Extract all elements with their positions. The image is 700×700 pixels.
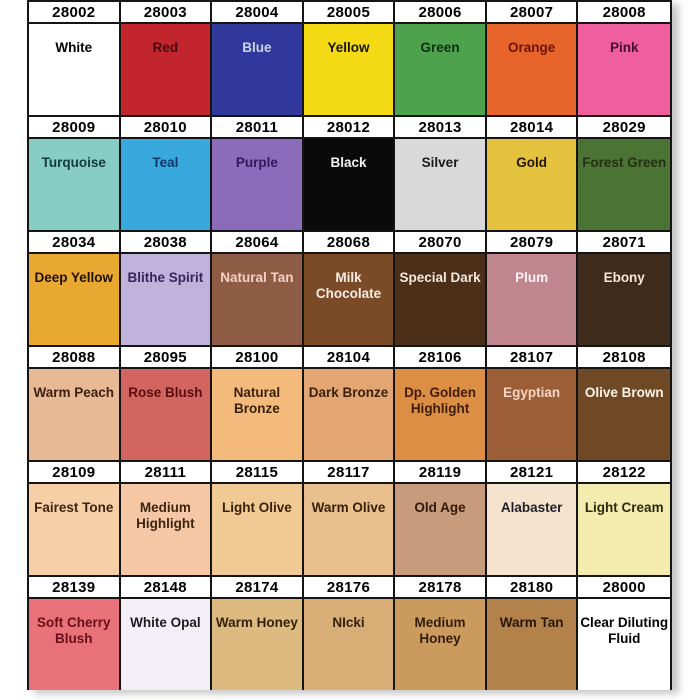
color-swatch-28174 (212, 599, 304, 690)
color-name: Medium Highlight (136, 500, 195, 531)
color-name: White (55, 40, 93, 55)
color-swatch-28071 (578, 254, 670, 345)
color-code-28148: 28148 (121, 575, 213, 599)
color-name: Milk Chocolate (315, 270, 382, 301)
color-name: Silver (421, 155, 459, 170)
color-name: White Opal (130, 615, 201, 630)
color-swatch-28079 (487, 254, 579, 345)
color-name: Teal (152, 155, 179, 170)
color-name: Dp. Golden Highlight (404, 385, 477, 416)
chart-row-group (29, 230, 670, 345)
color-swatch-28012 (304, 139, 396, 230)
chart-row-group (29, 575, 670, 690)
color-code-row (29, 345, 670, 369)
chart-row-group (29, 115, 670, 230)
color-name: Old Age (414, 500, 466, 515)
color-name: Medium Honey (414, 615, 466, 646)
color-swatch-28004 (212, 24, 304, 115)
color-name: Blue (242, 40, 272, 55)
color-name: Orange (508, 40, 556, 55)
color-swatch-28068 (304, 254, 396, 345)
color-name: Light Cream (584, 500, 664, 515)
color-code-28011: 28011 (212, 115, 304, 139)
chart-row-group (29, 345, 670, 460)
color-name: Ebony (603, 270, 645, 285)
color-name: Natural Bronze (233, 385, 281, 416)
color-code-28010: 28010 (121, 115, 213, 139)
color-swatch-28095 (121, 369, 213, 460)
color-name: Deep Yellow (34, 270, 114, 285)
color-name: Warm Peach (33, 385, 115, 400)
color-swatch-28064 (212, 254, 304, 345)
color-code-28121: 28121 (487, 460, 579, 484)
color-swatch-28002 (29, 24, 121, 115)
color-code-28100: 28100 (212, 345, 304, 369)
color-swatch-28010 (121, 139, 213, 230)
color-chart (27, 0, 672, 690)
color-swatch-28106 (395, 369, 487, 460)
color-code-row (29, 0, 670, 24)
color-swatch-28000 (578, 599, 670, 690)
color-swatch-28117 (304, 484, 396, 575)
color-code-28000: 28000 (578, 575, 670, 599)
color-name: Soft Cherry Blush (37, 615, 111, 646)
color-name: NIcki (332, 615, 365, 630)
color-name: Clear Diluting Fluid (580, 615, 669, 646)
color-swatch-28009 (29, 139, 121, 230)
color-code-28176: 28176 (304, 575, 396, 599)
color-swatch-row (29, 369, 670, 460)
color-code-row (29, 575, 670, 599)
color-code-28108: 28108 (578, 345, 670, 369)
color-swatch-28139 (29, 599, 121, 690)
color-code-28014: 28014 (487, 115, 579, 139)
color-swatch-28070 (395, 254, 487, 345)
color-code-28038: 28038 (121, 230, 213, 254)
color-name: Green (420, 40, 460, 55)
color-swatch-28108 (578, 369, 670, 460)
color-code-28174: 28174 (212, 575, 304, 599)
color-code-28104: 28104 (304, 345, 396, 369)
color-name: Fairest Tone (34, 500, 114, 515)
color-name: Forest Green (582, 155, 667, 170)
color-code-28122: 28122 (578, 460, 670, 484)
color-name: Special Dark (399, 270, 481, 285)
color-name: Purple (235, 155, 278, 170)
color-name: Warm Tan (499, 615, 564, 630)
color-code-28107: 28107 (487, 345, 579, 369)
color-swatch-row (29, 484, 670, 575)
color-swatch-28034 (29, 254, 121, 345)
color-swatch-28013 (395, 139, 487, 230)
color-swatch-28104 (304, 369, 396, 460)
color-swatch-row (29, 139, 670, 230)
color-name: Warm Honey (215, 615, 298, 630)
color-swatch-28121 (487, 484, 579, 575)
color-code-28079: 28079 (487, 230, 579, 254)
color-name: Gold (516, 155, 547, 170)
color-swatch-row (29, 24, 670, 115)
color-name: Natural Tan (220, 270, 294, 285)
color-name: Blithe Spirit (127, 270, 204, 285)
color-code-28139: 28139 (29, 575, 121, 599)
color-code-28071: 28071 (578, 230, 670, 254)
color-name: Alabaster (500, 500, 563, 515)
color-name: Plum (515, 270, 549, 285)
color-code-28002: 28002 (29, 0, 121, 24)
color-code-28013: 28013 (395, 115, 487, 139)
color-code-28095: 28095 (121, 345, 213, 369)
color-code-28007: 28007 (487, 0, 579, 24)
color-name: Light Olive (222, 500, 292, 515)
color-name: Red (152, 40, 179, 55)
color-name: Rose Blush (128, 385, 203, 400)
color-swatch-28119 (395, 484, 487, 575)
color-code-28088: 28088 (29, 345, 121, 369)
color-swatch-28029 (578, 139, 670, 230)
color-code-28008: 28008 (578, 0, 670, 24)
chart-row-group (29, 460, 670, 575)
color-swatch-28107 (487, 369, 579, 460)
color-code-row (29, 115, 670, 139)
color-swatch-28148 (121, 599, 213, 690)
color-name: Dark Bronze (308, 385, 389, 400)
color-code-28068: 28068 (304, 230, 396, 254)
color-code-28064: 28064 (212, 230, 304, 254)
color-swatch-28007 (487, 24, 579, 115)
color-swatch-28100 (212, 369, 304, 460)
color-code-28117: 28117 (304, 460, 396, 484)
color-code-28178: 28178 (395, 575, 487, 599)
color-code-28029: 28029 (578, 115, 670, 139)
color-code-28006: 28006 (395, 0, 487, 24)
color-swatch-row (29, 599, 670, 690)
chart-row-group (29, 0, 670, 115)
color-swatch-28109 (29, 484, 121, 575)
color-swatch-28111 (121, 484, 213, 575)
color-name: Pink (609, 40, 639, 55)
color-swatch-28014 (487, 139, 579, 230)
color-swatch-28176 (304, 599, 396, 690)
color-swatch-28115 (212, 484, 304, 575)
color-code-28034: 28034 (29, 230, 121, 254)
color-swatch-28122 (578, 484, 670, 575)
color-code-28070: 28070 (395, 230, 487, 254)
color-swatch-28011 (212, 139, 304, 230)
color-code-28005: 28005 (304, 0, 396, 24)
color-swatch-28008 (578, 24, 670, 115)
color-code-28119: 28119 (395, 460, 487, 484)
color-name: Olive Brown (584, 385, 664, 400)
color-code-28009: 28009 (29, 115, 121, 139)
color-swatch-row (29, 254, 670, 345)
color-code-28111: 28111 (121, 460, 213, 484)
color-swatch-28180 (487, 599, 579, 690)
color-name: Egyptian (503, 385, 561, 400)
color-code-row (29, 460, 670, 484)
color-swatch-28038 (121, 254, 213, 345)
color-code-28012: 28012 (304, 115, 396, 139)
color-swatch-28003 (121, 24, 213, 115)
color-code-28003: 28003 (121, 0, 213, 24)
color-name: Yellow (327, 40, 370, 55)
color-code-28106: 28106 (395, 345, 487, 369)
color-code-28109: 28109 (29, 460, 121, 484)
color-swatch-28178 (395, 599, 487, 690)
color-code-28004: 28004 (212, 0, 304, 24)
color-code-28180: 28180 (487, 575, 579, 599)
color-swatch-28088 (29, 369, 121, 460)
color-code-28115: 28115 (212, 460, 304, 484)
color-code-row (29, 230, 670, 254)
color-name: Warm Olive (311, 500, 386, 515)
color-swatch-28006 (395, 24, 487, 115)
color-name: Turquoise (41, 155, 106, 170)
color-name: Black (330, 155, 367, 170)
color-swatch-28005 (304, 24, 396, 115)
